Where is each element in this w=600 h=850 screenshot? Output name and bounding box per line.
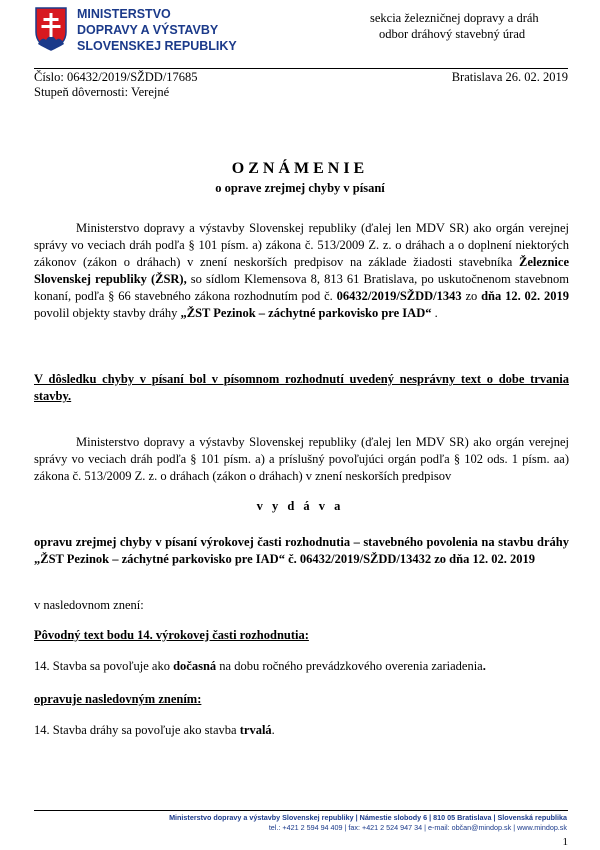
point-text: 14. Stavba dráhy sa povoľuje ako stavba	[34, 723, 240, 737]
issues-heading: v y d á v a	[256, 499, 344, 513]
intro-text: zo	[461, 289, 482, 303]
point-text: 14. Stavba sa povoľuje ako	[34, 659, 174, 673]
ministry-name	[77, 6, 237, 54]
document-subtitle: o oprave zrejmej chyby v písaní	[215, 181, 385, 195]
confidentiality-level: Stupeň dôvernosti: Verejné	[34, 85, 170, 99]
page-number: 1	[562, 836, 568, 848]
department	[370, 10, 539, 42]
point-text: .	[271, 723, 275, 737]
footer-address: Ministerstvo dopravy a výstavby Slovenskej republiky | Námestie slobody 6 | 810 05 Bratislava | Slovenská republika	[169, 813, 567, 822]
intro-paragraph	[34, 220, 569, 322]
following-wording: v nasledovnom znení:	[34, 598, 144, 612]
correction-paragraph: opravu zrejmej chyby v písaní výrokovej časti rozhodnutia – stavebného povolenia na stavbu dráhy „ŽST Pezinok – záchytné parkovisko pre IAD“ č. 06432/2019/SŽDD/13432 zo dňa 12. 02. 2019	[34, 535, 569, 566]
reference-number: Číslo: 06432/2019/SŽDD/17685	[34, 70, 198, 84]
error-statement: V dôsledku chyby v písaní bol v písomnom rozhodnutí uvedený nesprávny text o dobe trvania stavby.	[34, 372, 569, 403]
point-text: na dobu ročného prevádzkového overenia zariadenia	[216, 659, 483, 673]
ministry-line: SLOVENSKEJ REPUBLIKY	[77, 39, 237, 53]
corrected-point-14	[34, 722, 569, 739]
ministry-line: DOPRAVY A VÝSTAVBY	[77, 23, 219, 37]
point-emphasis: dočasná	[173, 659, 217, 673]
document-title: OZNÁMENIE	[231, 160, 369, 177]
intro-text: .	[431, 306, 438, 320]
decision-date: dňa 12. 02. 2019	[481, 289, 569, 303]
authority-paragraph: Ministerstvo dopravy a výstavby Slovenskej republiky (ďalej len MDV SR) ako orgán verejnej správy vo veciach dráh podľa § 101 písm. a) a príslušný povoľujúci orgán podľa § 102 ods. 1 písm. aa) zákona č. 513/2009 Z. z. o dráhach (zákon o dráhach) v znení neskorších predpisov	[34, 435, 569, 483]
original-point-14	[34, 658, 569, 675]
project-name: „ŽST Pezinok – záchytné parkovisko pre IAD“	[180, 306, 432, 320]
point-emphasis: trvalá	[239, 723, 272, 737]
corrected-text-heading: opravuje nasledovným znením:	[34, 692, 202, 706]
department-line: sekcia železničnej dopravy a dráh	[370, 11, 539, 25]
applicant-name: Železnice Slovenskej republiky (ŽSR),	[34, 255, 569, 286]
decision-number: 06432/2019/SŽDD/1343	[336, 289, 462, 303]
intro-text: so sídlom Klemensova 8, 813 61 Bratislava, po uskutočnenom stavebnom konaní, podľa § 66 stavebného zákona rozhodnutím pod č.	[34, 272, 570, 303]
footer-divider	[34, 810, 568, 811]
department-line: odbor dráhový stavebný úrad	[379, 27, 526, 41]
original-text-heading: Pôvodný text bodu 14. výrokovej časti rozhodnutia:	[34, 628, 309, 642]
reference-block	[34, 70, 198, 100]
intro-text: povolil objekty stavby dráhy	[34, 306, 181, 320]
point-emphasis: .	[482, 659, 486, 673]
coat-of-arms-icon	[34, 6, 68, 52]
header-divider	[34, 68, 568, 69]
intro-text: Ministerstvo dopravy a výstavby Slovenskej republiky (ďalej len MDV SR) ako orgán verejnej správy vo veciach dráh podľa § 101 písm. a) zákona č. 513/2009 Z. z. o dráhach a o doplnení niektorých zákonov (zákon o dráhach) v znení neskorších predpisov na základe žiadosti stavebníka	[34, 221, 569, 269]
place-date: Bratislava 26. 02. 2019	[451, 70, 568, 84]
footer	[34, 813, 567, 833]
footer-contacts: tel.: +421 2 594 94 409 | fax: +421 2 524 947 34 | e-mail: občan@mindop.sk | www.mindop.sk	[268, 823, 567, 832]
ministry-line: MINISTERSTVO	[77, 7, 171, 21]
